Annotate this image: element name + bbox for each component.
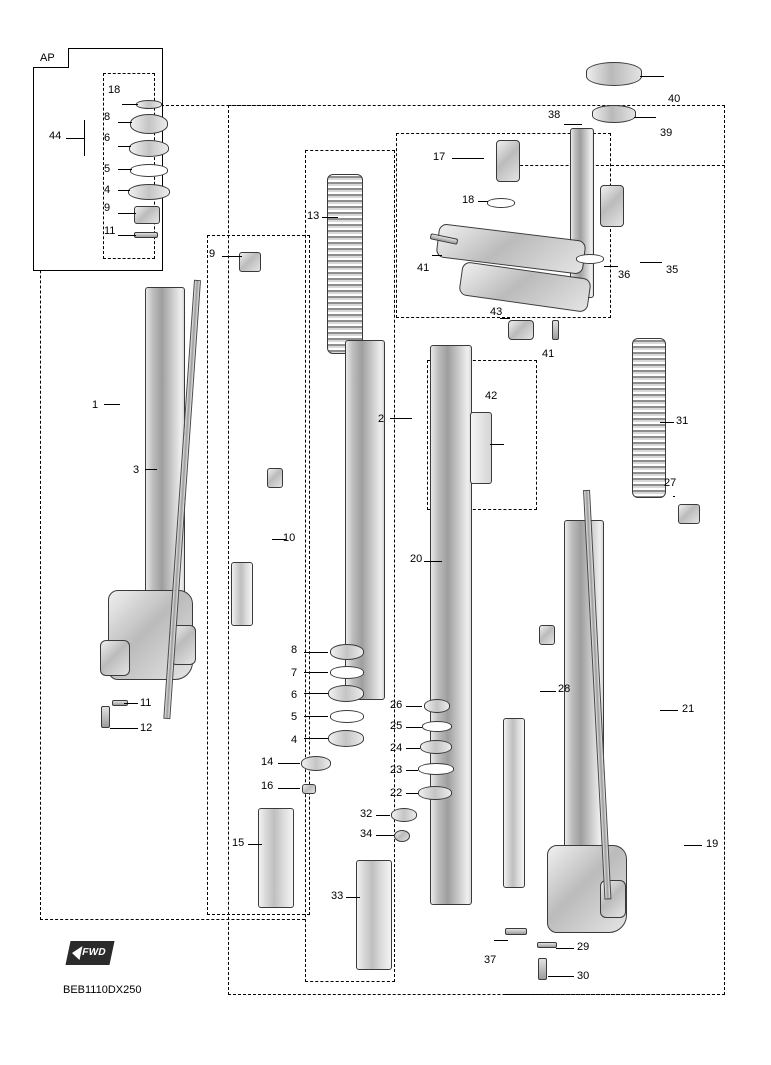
leader-38 — [564, 124, 582, 125]
part-8-oil-seal — [330, 644, 364, 660]
part-6-seal — [328, 685, 364, 702]
leader-6-inset — [118, 146, 131, 147]
leader-27 — [673, 496, 675, 497]
leader-39 — [634, 117, 656, 118]
leader-40 — [640, 76, 664, 77]
callout-12: 12 — [140, 722, 153, 734]
part-34-bolt — [394, 830, 410, 842]
leader-42 — [490, 444, 504, 445]
leader-8-inset — [118, 122, 132, 123]
fwd-label: FWD — [80, 947, 107, 958]
leader-4-inset — [118, 190, 130, 191]
callout-21: 21 — [682, 703, 695, 715]
part-5-ring — [330, 710, 364, 723]
callout-43: 43 — [490, 306, 503, 318]
part-9-slide-metal — [239, 252, 261, 272]
leader-7 — [304, 672, 328, 673]
leader-32 — [376, 815, 390, 816]
part-23-oring — [418, 763, 454, 775]
leader-14 — [278, 763, 300, 764]
callout-5: 5 — [291, 711, 298, 723]
part-10-rod-collar — [267, 468, 283, 488]
part-24-piston-ring — [420, 740, 452, 754]
callout-16: 16 — [261, 780, 274, 792]
part-6-seal-inset — [129, 140, 169, 157]
part-4-bushing — [328, 730, 364, 747]
part-35-handle-holder-right — [600, 185, 624, 227]
callout-42: 42 — [485, 390, 498, 402]
part-42-damper-plate — [470, 412, 492, 484]
part-10-rod-body — [231, 562, 253, 626]
leader-23 — [406, 770, 418, 771]
callout-8: 8 — [291, 644, 298, 656]
leader-11 — [124, 703, 138, 704]
leader-12 — [110, 728, 138, 729]
leader-5-inset — [118, 169, 132, 170]
callout-8-inset: 8 — [104, 111, 111, 123]
callout-4-inset: 4 — [104, 184, 111, 196]
leader-3 — [145, 469, 157, 470]
leader-5 — [304, 716, 328, 717]
part-4-bushing-inset — [128, 184, 170, 200]
callout-33: 33 — [331, 890, 344, 902]
callout-22: 22 — [390, 787, 403, 799]
part-37-bolt-right — [505, 928, 527, 935]
part-7-clip — [330, 666, 364, 679]
callout-37: 37 — [484, 954, 497, 966]
callout-39: 39 — [660, 127, 673, 139]
callout-11: 11 — [140, 697, 152, 709]
part-27-slide-metal-right — [678, 504, 700, 524]
callout-38: 38 — [548, 109, 561, 121]
leader-17 — [452, 158, 484, 159]
leader-8 — [304, 652, 328, 653]
part-8-oil-seal-inset — [130, 114, 168, 134]
callout-9: 9 — [209, 248, 216, 260]
part-14-piston-metal — [301, 756, 331, 771]
callout-9-inset: 9 — [104, 202, 111, 214]
callout-23: 23 — [390, 764, 403, 776]
leader-20 — [424, 561, 442, 562]
leader-18-inset — [122, 104, 138, 105]
leader-9 — [222, 256, 242, 257]
callout-19: 19 — [706, 838, 719, 850]
leader-31 — [660, 422, 674, 423]
part-33-spacer-tube — [356, 860, 392, 970]
part-20-slide-tube — [430, 345, 472, 905]
part-39-dust-seal — [592, 105, 636, 123]
callout-28: 28 — [558, 683, 571, 695]
callout-3: 3 — [133, 464, 140, 476]
leader-11-inset — [118, 235, 136, 236]
callout-25: 25 — [390, 720, 403, 732]
leader-25 — [406, 727, 422, 728]
part-17-handle-holder-left — [496, 140, 520, 182]
leader-36 — [604, 266, 618, 267]
callout-5-inset: 5 — [104, 163, 111, 175]
callout-11-inset: 11 — [104, 225, 116, 237]
part-36-washer-right — [576, 254, 604, 264]
part-32-nut — [391, 808, 417, 822]
leader-24 — [406, 748, 420, 749]
callout-34: 34 — [360, 828, 373, 840]
callout-20: 20 — [410, 553, 423, 565]
part-13-fork-spring — [327, 174, 363, 354]
callout-13: 13 — [307, 210, 320, 222]
part-1-axle-lug-left — [100, 640, 130, 676]
leader-37 — [494, 940, 508, 941]
callout-10: 10 — [283, 532, 296, 544]
callout-18-inset: 18 — [108, 84, 121, 96]
leader-41 — [432, 255, 442, 256]
callout-15: 15 — [232, 837, 245, 849]
part-22-washer — [418, 786, 452, 800]
fwd-direction-badge — [65, 941, 114, 965]
leader-9-inset — [118, 213, 136, 214]
callout-6-inset: 6 — [104, 132, 111, 144]
callout-6: 6 — [291, 689, 298, 701]
part-18-washer-inset — [136, 100, 162, 109]
leader-26 — [406, 706, 422, 707]
leader-29 — [556, 948, 574, 949]
part-15-spacer-tube — [258, 808, 294, 908]
part-16-spacer — [302, 784, 316, 794]
part-43-lock-washer — [508, 320, 534, 340]
leader-30 — [548, 976, 574, 977]
part-28-rod-collar — [539, 625, 555, 645]
callout-2: 2 — [378, 413, 385, 425]
part-31-fork-spring-right — [632, 338, 666, 498]
callout-35: 35 — [666, 264, 679, 276]
callout-40: 40 — [668, 93, 681, 105]
leader-44-inset-v — [84, 120, 85, 156]
part-18-washer-left — [487, 198, 515, 208]
callout-18: 18 — [462, 194, 475, 206]
part-5-ring-inset — [130, 164, 168, 177]
drawing-code: BEB1110DX250 — [63, 984, 142, 996]
callout-44: 44 — [49, 130, 62, 142]
part-11-bolt-inset — [134, 232, 158, 238]
callout-36: 36 — [618, 269, 631, 281]
callout-14: 14 — [261, 756, 274, 768]
leader-16 — [278, 788, 300, 789]
callout-4: 4 — [291, 734, 298, 746]
inset-tab-ap — [33, 48, 69, 68]
callout-31: 31 — [676, 415, 689, 427]
callout-27: 27 — [664, 477, 677, 489]
leader-18 — [478, 201, 488, 202]
leader-2 — [390, 418, 412, 419]
part-28-rod-body — [503, 718, 525, 888]
leader-35 — [640, 262, 662, 263]
callout-26: 26 — [390, 699, 403, 711]
part-26-washer — [424, 699, 450, 713]
leader-33 — [346, 897, 360, 898]
leader-19 — [684, 845, 702, 846]
part-12-bolt-left — [101, 706, 110, 728]
leader-1 — [104, 404, 120, 405]
leader-4 — [304, 738, 328, 739]
part-25-ring — [422, 721, 452, 732]
callout-24: 24 — [390, 742, 403, 754]
part-41-bolt-right — [552, 320, 559, 340]
callout-7: 7 — [291, 667, 298, 679]
callout-29: 29 — [577, 941, 590, 953]
leader-22 — [406, 793, 418, 794]
leader-28 — [540, 691, 556, 692]
callout-30: 30 — [577, 970, 590, 982]
callout-17: 17 — [433, 151, 446, 163]
callout-1: 1 — [92, 399, 99, 411]
leader-34 — [376, 835, 394, 836]
leader-6 — [304, 693, 328, 694]
part-40-bearing-upper — [586, 62, 642, 86]
leader-15 — [248, 844, 262, 845]
callout-32: 32 — [360, 808, 373, 820]
leader-13 — [322, 217, 338, 218]
leader-44-inset — [66, 138, 84, 139]
callout-41b: 41 — [542, 348, 555, 360]
part-30-bolt-right — [538, 958, 547, 980]
part-9-slide-metal-inset — [134, 206, 160, 224]
leader-43 — [500, 318, 510, 319]
callout-41: 41 — [417, 262, 430, 274]
inset-label-ap: AP — [40, 52, 55, 64]
part-29-bolt-right — [537, 942, 557, 948]
leader-21 — [660, 710, 678, 711]
